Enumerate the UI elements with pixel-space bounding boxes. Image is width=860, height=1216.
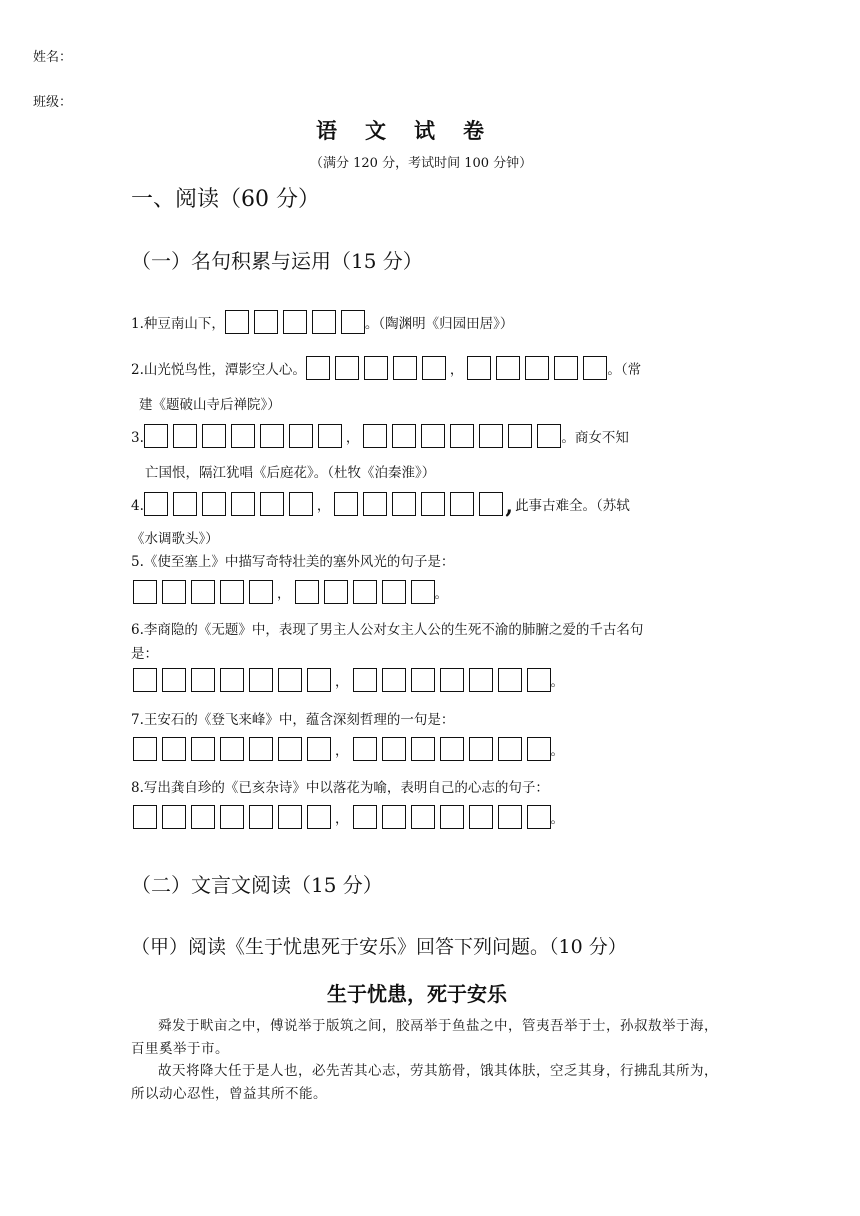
answer-box[interactable] xyxy=(422,356,446,380)
answer-box[interactable] xyxy=(467,356,491,380)
answer-boxes[interactable] xyxy=(133,737,331,761)
answer-box[interactable] xyxy=(382,805,406,829)
question-3 xyxy=(131,424,629,448)
answer-boxes[interactable] xyxy=(144,424,342,448)
question-7-prompt: 7.王安石的《登飞来峰》中，蕴含深刻哲理的一句是： xyxy=(131,712,455,728)
class-label: 班级： xyxy=(33,95,73,110)
answer-box[interactable] xyxy=(525,356,549,380)
answer-box[interactable] xyxy=(440,737,464,761)
exam-subtitle: （满分 120 分，考试时间 100 分钟） xyxy=(310,156,533,171)
comma-separator: ， xyxy=(335,743,349,759)
question-5-prompt: 5.《使至塞上》中描写奇特壮美的塞外风光的句子是： xyxy=(131,554,455,570)
answer-box[interactable] xyxy=(144,492,168,516)
answer-box[interactable] xyxy=(421,492,445,516)
answer-box[interactable] xyxy=(353,580,377,604)
answer-box[interactable] xyxy=(440,668,464,692)
answer-box[interactable] xyxy=(411,580,435,604)
answer-box[interactable] xyxy=(220,805,244,829)
answer-box[interactable] xyxy=(363,424,387,448)
answer-box[interactable] xyxy=(249,805,273,829)
answer-box[interactable] xyxy=(133,668,157,692)
question-7-answer xyxy=(133,737,564,761)
answer-box[interactable] xyxy=(508,424,532,448)
answer-boxes[interactable] xyxy=(225,310,365,334)
question-1 xyxy=(131,310,513,334)
answer-box[interactable] xyxy=(278,805,302,829)
bold-comma: , xyxy=(505,493,514,519)
answer-box[interactable] xyxy=(191,805,215,829)
answer-boxes[interactable] xyxy=(353,737,551,761)
answer-box[interactable] xyxy=(260,424,284,448)
answer-box[interactable] xyxy=(278,737,302,761)
question-6-prompt: 6.李商隐的《无题》中，表现了男主人公对女主人公的生死不渝的肺腑之爱的千古名句 xyxy=(131,622,644,638)
comma-separator: ， xyxy=(335,674,349,690)
answer-box[interactable] xyxy=(162,805,186,829)
question-tail: 。 xyxy=(550,674,564,690)
answer-box[interactable] xyxy=(231,424,255,448)
answer-box[interactable] xyxy=(202,492,226,516)
answer-box[interactable] xyxy=(469,805,493,829)
answer-box[interactable] xyxy=(498,737,522,761)
question-6-answer xyxy=(133,668,564,692)
answer-box[interactable] xyxy=(202,424,226,448)
part-subheading-jia: （甲）阅读《生于忧患死于安乐》回答下列问题。（10 分） xyxy=(131,936,627,958)
question-prefix: 3. xyxy=(131,430,144,446)
answer-box[interactable] xyxy=(498,805,522,829)
comma-separator: ， xyxy=(277,586,291,602)
question-tail: 。 xyxy=(434,586,448,602)
question-4 xyxy=(131,492,630,519)
answer-box[interactable] xyxy=(220,668,244,692)
answer-boxes[interactable] xyxy=(295,580,435,604)
answer-box[interactable] xyxy=(382,737,406,761)
question-prefix: 1.种豆南山下， xyxy=(131,316,225,332)
answer-box[interactable] xyxy=(191,668,215,692)
question-8-prompt: 8.写出龚自珍的《已亥杂诗》中以落花为喻，表明自己的心志的句子： xyxy=(131,780,549,796)
answer-box[interactable] xyxy=(527,805,551,829)
question-2-continuation: 建《题破山寺后禅院》） xyxy=(139,397,281,413)
answer-box[interactable] xyxy=(249,737,273,761)
question-tail: 。（常 xyxy=(607,362,642,378)
question-tail: 。商女不知 xyxy=(561,430,629,446)
question-tail: 此事古难全。（苏轼 xyxy=(515,498,630,514)
answer-box[interactable] xyxy=(249,668,273,692)
answer-box[interactable] xyxy=(162,737,186,761)
comma-separator: ， xyxy=(345,430,360,446)
answer-box[interactable] xyxy=(307,737,331,761)
answer-box[interactable] xyxy=(191,580,215,604)
answer-box[interactable] xyxy=(133,805,157,829)
comma-separator: ， xyxy=(335,811,349,827)
answer-box[interactable] xyxy=(254,310,278,334)
answer-box[interactable] xyxy=(382,580,406,604)
article-title: 生于忧患，死于安乐 xyxy=(327,982,507,1006)
answer-box[interactable] xyxy=(364,356,388,380)
answer-box[interactable] xyxy=(479,492,503,516)
comma-separator: ， xyxy=(316,498,331,514)
answer-boxes[interactable] xyxy=(353,668,551,692)
answer-box[interactable] xyxy=(498,668,522,692)
question-prefix: 4. xyxy=(131,498,144,514)
answer-box[interactable] xyxy=(353,737,377,761)
exam-title: 语文试卷 xyxy=(316,118,512,143)
answer-box[interactable] xyxy=(335,356,359,380)
answer-box[interactable] xyxy=(220,737,244,761)
answer-box[interactable] xyxy=(260,492,284,516)
answer-box[interactable] xyxy=(173,424,197,448)
question-6-continuation: 是： xyxy=(131,646,158,662)
section-heading-reading: 一、阅读（60 分） xyxy=(131,187,320,212)
answer-box[interactable] xyxy=(295,580,319,604)
answer-box[interactable] xyxy=(469,668,493,692)
answer-box[interactable] xyxy=(392,424,416,448)
question-tail: 。 xyxy=(550,743,564,759)
answer-box[interactable] xyxy=(249,580,273,604)
answer-boxes[interactable] xyxy=(133,668,331,692)
answer-boxes[interactable] xyxy=(144,492,313,516)
name-label: 姓名： xyxy=(33,50,73,65)
answer-box[interactable] xyxy=(312,310,336,334)
answer-box[interactable] xyxy=(133,580,157,604)
answer-box[interactable] xyxy=(353,668,377,692)
part-heading-classical: （二）文言文阅读（15 分） xyxy=(131,873,383,897)
answer-boxes[interactable] xyxy=(334,492,503,516)
answer-boxes[interactable] xyxy=(133,805,331,829)
answer-boxes[interactable] xyxy=(306,356,446,380)
answer-box[interactable] xyxy=(440,805,464,829)
answer-box[interactable] xyxy=(421,424,445,448)
answer-boxes[interactable] xyxy=(133,580,273,604)
answer-box[interactable] xyxy=(392,492,416,516)
answer-box[interactable] xyxy=(307,805,331,829)
answer-box[interactable] xyxy=(278,668,302,692)
question-5-answer xyxy=(133,580,448,604)
answer-box[interactable] xyxy=(496,356,520,380)
answer-box[interactable] xyxy=(162,580,186,604)
answer-box[interactable] xyxy=(289,492,313,516)
answer-box[interactable] xyxy=(324,580,348,604)
answer-box[interactable] xyxy=(450,492,474,516)
answer-box[interactable] xyxy=(306,356,330,380)
question-tail: 。 xyxy=(550,811,564,827)
answer-box[interactable] xyxy=(353,805,377,829)
answer-box[interactable] xyxy=(225,310,249,334)
answer-box[interactable] xyxy=(469,737,493,761)
answer-box[interactable] xyxy=(191,737,215,761)
answer-box[interactable] xyxy=(173,492,197,516)
answer-box[interactable] xyxy=(382,668,406,692)
answer-box[interactable] xyxy=(393,356,417,380)
answer-box[interactable] xyxy=(411,805,435,829)
answer-box[interactable] xyxy=(162,668,186,692)
article-paragraph-2: 故天将降大任于是人也，必先苦其心志，劳其筋骨，饿其体肤，空乏其身，行拂乱其所为，所以动心忍性，曾益其所不能。 xyxy=(131,1063,718,1102)
answer-box[interactable] xyxy=(283,310,307,334)
answer-box[interactable] xyxy=(554,356,578,380)
answer-box[interactable] xyxy=(289,424,313,448)
answer-box[interactable] xyxy=(479,424,503,448)
answer-box[interactable] xyxy=(334,492,358,516)
comma-separator: ， xyxy=(449,362,464,378)
answer-box[interactable] xyxy=(220,580,244,604)
answer-box[interactable] xyxy=(363,492,387,516)
article-paragraph-1: 舜发于畎亩之中，傅说举于版筑之间，胶鬲举于鱼盐之中，管夷吾举于士，孙叔敖举于海，百里奚举于市。 xyxy=(131,1018,718,1057)
answer-box[interactable] xyxy=(133,737,157,761)
answer-box[interactable] xyxy=(527,668,551,692)
question-prefix: 2.山光悦鸟性，潭影空人心。 xyxy=(131,362,306,378)
answer-box[interactable] xyxy=(144,424,168,448)
answer-box[interactable] xyxy=(583,356,607,380)
question-2 xyxy=(131,356,641,380)
answer-box[interactable] xyxy=(527,737,551,761)
answer-boxes[interactable] xyxy=(467,356,607,380)
answer-box[interactable] xyxy=(341,310,365,334)
question-3-continuation: 亡国恨，隔江犹唱《后庭花》。（杜牧《泊秦淮》） xyxy=(145,465,436,481)
answer-box[interactable] xyxy=(411,668,435,692)
answer-boxes[interactable] xyxy=(353,805,551,829)
answer-box[interactable] xyxy=(537,424,561,448)
question-4-continuation: 《水调歌头》） xyxy=(131,531,219,547)
answer-box[interactable] xyxy=(450,424,474,448)
question-tail: 。（陶渊明《归园田居》） xyxy=(364,316,514,332)
answer-box[interactable] xyxy=(411,737,435,761)
question-8-answer xyxy=(133,805,564,829)
answer-box[interactable] xyxy=(231,492,255,516)
answer-box[interactable] xyxy=(307,668,331,692)
answer-box[interactable] xyxy=(318,424,342,448)
answer-boxes[interactable] xyxy=(363,424,561,448)
part-heading-quotes: （一）名句积累与运用（15 分） xyxy=(131,249,423,273)
